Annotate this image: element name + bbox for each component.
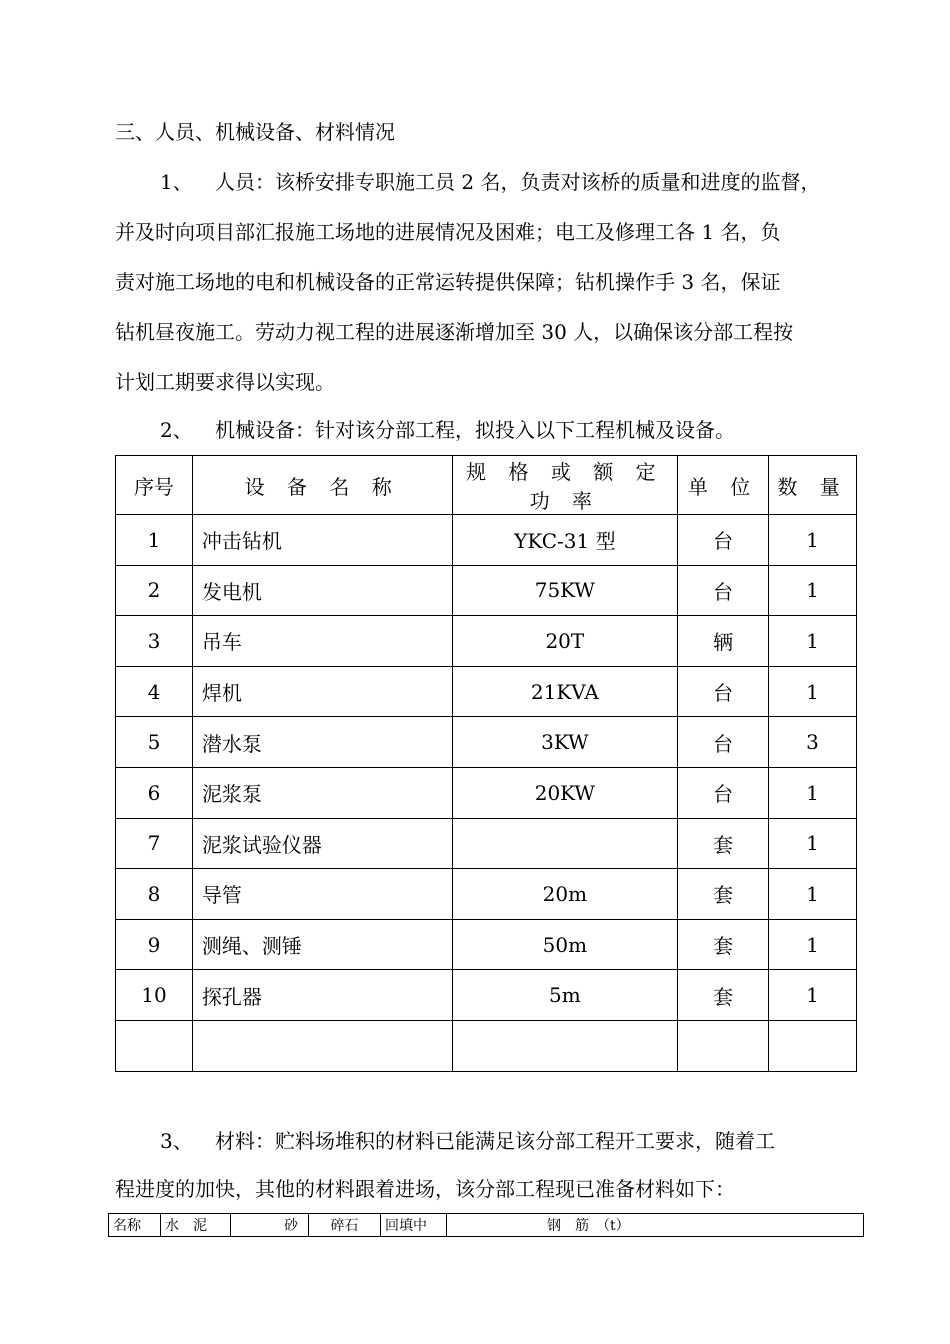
equipment-cell-qty <box>769 1020 857 1071</box>
equipment-cell-spec: 20T <box>452 616 678 667</box>
equipment-cell-unit: 套 <box>678 970 769 1021</box>
materials-line-1 <box>115 1116 905 1166</box>
equipment-cell-spec: 50m <box>452 919 678 970</box>
equipment-header-name: 设 备 名 称 <box>192 456 452 515</box>
equipment-cell-name: 导管 <box>192 869 452 920</box>
equipment-cell-unit <box>678 1020 769 1071</box>
equipment-cell-name: 吊车 <box>192 616 452 667</box>
equipment-cell-name: 焊机 <box>192 666 452 717</box>
equipment-cell-name <box>192 1020 452 1071</box>
table-row <box>116 919 857 970</box>
equipment-cell-unit: 台 <box>678 717 769 768</box>
equipment-cell-seq: 7 <box>116 818 193 869</box>
table-row <box>116 515 857 566</box>
equipment-cell-spec <box>452 818 678 869</box>
equipment-cell-seq: 3 <box>116 616 193 667</box>
equipment-cell-spec: YKC-31 型 <box>452 515 678 566</box>
equipment-cell-spec: 3KW <box>452 717 678 768</box>
equipment-cell-unit: 套 <box>678 869 769 920</box>
equipment-intro-text: 机械设备：针对该分部工程，拟投入以下工程机械及设备。 <box>215 418 735 442</box>
equipment-cell-name: 发电机 <box>192 565 452 616</box>
table-row <box>116 1020 857 1071</box>
materials-header-backfill: 回填中 <box>381 1214 447 1237</box>
equipment-cell-seq: 6 <box>116 767 193 818</box>
personnel-number: 1、 <box>160 170 193 194</box>
equipment-cell-spec: 20m <box>452 869 678 920</box>
equipment-cell-seq: 1 <box>116 515 193 566</box>
equipment-cell-name: 潜水泵 <box>192 717 452 768</box>
equipment-cell-unit: 台 <box>678 666 769 717</box>
equipment-cell-qty: 1 <box>769 869 857 920</box>
equipment-cell-unit: 台 <box>678 515 769 566</box>
equipment-cell-seq: 5 <box>116 717 193 768</box>
table-row <box>116 869 857 920</box>
equipment-header-spec: 规 格 或 额 定 功 率 <box>452 456 678 515</box>
equipment-cell-seq: 2 <box>116 565 193 616</box>
equipment-header-seq: 序号 <box>116 456 193 515</box>
materials-header-name: 名称 <box>109 1214 161 1237</box>
materials-text: 材料：贮料场堆积的材料已能满足该分部工程开工要求，随着工 <box>215 1129 775 1153</box>
equipment-header-unit: 单 位 <box>678 456 769 515</box>
materials-table <box>108 1213 864 1237</box>
equipment-cell-name: 测绳、测锤 <box>192 919 452 970</box>
equipment-cell-name: 冲击钻机 <box>192 515 452 566</box>
equipment-cell-name: 泥浆试验仪器 <box>192 818 452 869</box>
materials-number: 3、 <box>160 1129 193 1153</box>
materials-header-cement: 水 泥 <box>161 1214 231 1237</box>
equipment-intro <box>115 405 905 455</box>
materials-header-sand: 砂 <box>231 1214 309 1237</box>
equipment-cell-spec: 75KW <box>452 565 678 616</box>
equipment-cell-name: 探孔器 <box>192 970 452 1021</box>
equipment-cell-qty: 1 <box>769 666 857 717</box>
table-row <box>116 970 857 1021</box>
materials-line-2: 程进度的加快，其他的材料跟着进场，该分部工程现已准备材料如下： <box>115 1177 735 1201</box>
equipment-number: 2、 <box>160 418 193 442</box>
materials-header-rebar: 钢 筋 （t） <box>447 1214 864 1237</box>
table-row <box>116 666 857 717</box>
equipment-cell-qty: 1 <box>769 565 857 616</box>
equipment-cell-unit: 台 <box>678 767 769 818</box>
equipment-cell-seq: 4 <box>116 666 193 717</box>
materials-header-gravel: 碎石 <box>309 1214 381 1237</box>
equipment-cell-qty: 1 <box>769 515 857 566</box>
equipment-cell-qty: 3 <box>769 717 857 768</box>
equipment-cell-unit: 台 <box>678 565 769 616</box>
equipment-cell-spec: 5m <box>452 970 678 1021</box>
equipment-cell-name: 泥浆泵 <box>192 767 452 818</box>
equipment-table <box>115 455 857 1072</box>
personnel-line-3: 责对施工场地的电和机械设备的正常运转提供保障；钻机操作手 3 名，保证 <box>115 270 781 294</box>
equipment-cell-qty: 1 <box>769 616 857 667</box>
equipment-cell-qty: 1 <box>769 818 857 869</box>
equipment-cell-seq <box>116 1020 193 1071</box>
equipment-cell-qty: 1 <box>769 970 857 1021</box>
table-row <box>116 767 857 818</box>
personnel-line-2: 并及时向项目部汇报施工场地的进展情况及困难；电工及修理工各 1 名，负 <box>115 220 781 244</box>
table-row <box>116 616 857 667</box>
equipment-cell-seq: 10 <box>116 970 193 1021</box>
equipment-cell-unit: 辆 <box>678 616 769 667</box>
personnel-line-1 <box>115 157 905 207</box>
equipment-cell-qty: 1 <box>769 767 857 818</box>
table-row <box>116 818 857 869</box>
materials-header-row <box>109 1214 864 1237</box>
equipment-header-qty: 数 量 <box>769 456 857 515</box>
equipment-cell-unit: 套 <box>678 919 769 970</box>
table-row <box>116 717 857 768</box>
equipment-cell-unit: 套 <box>678 818 769 869</box>
equipment-cell-qty: 1 <box>769 919 857 970</box>
section-heading: 三、人员、机械设备、材料情况 <box>115 120 395 144</box>
equipment-cell-spec: 21KVA <box>452 666 678 717</box>
personnel-text: 人员：该桥安排专职施工员 2 名，负责对该桥的质量和进度的监督， <box>215 170 821 194</box>
equipment-cell-seq: 9 <box>116 919 193 970</box>
table-row <box>116 565 857 616</box>
personnel-line-5: 计划工期要求得以实现。 <box>115 370 335 394</box>
equipment-header-row <box>116 456 857 515</box>
personnel-line-4: 钻机昼夜施工。劳动力视工程的进展逐渐增加至 30 人，以确保该分部工程按 <box>115 320 794 344</box>
equipment-cell-spec <box>452 1020 678 1071</box>
equipment-cell-spec: 20KW <box>452 767 678 818</box>
equipment-cell-seq: 8 <box>116 869 193 920</box>
